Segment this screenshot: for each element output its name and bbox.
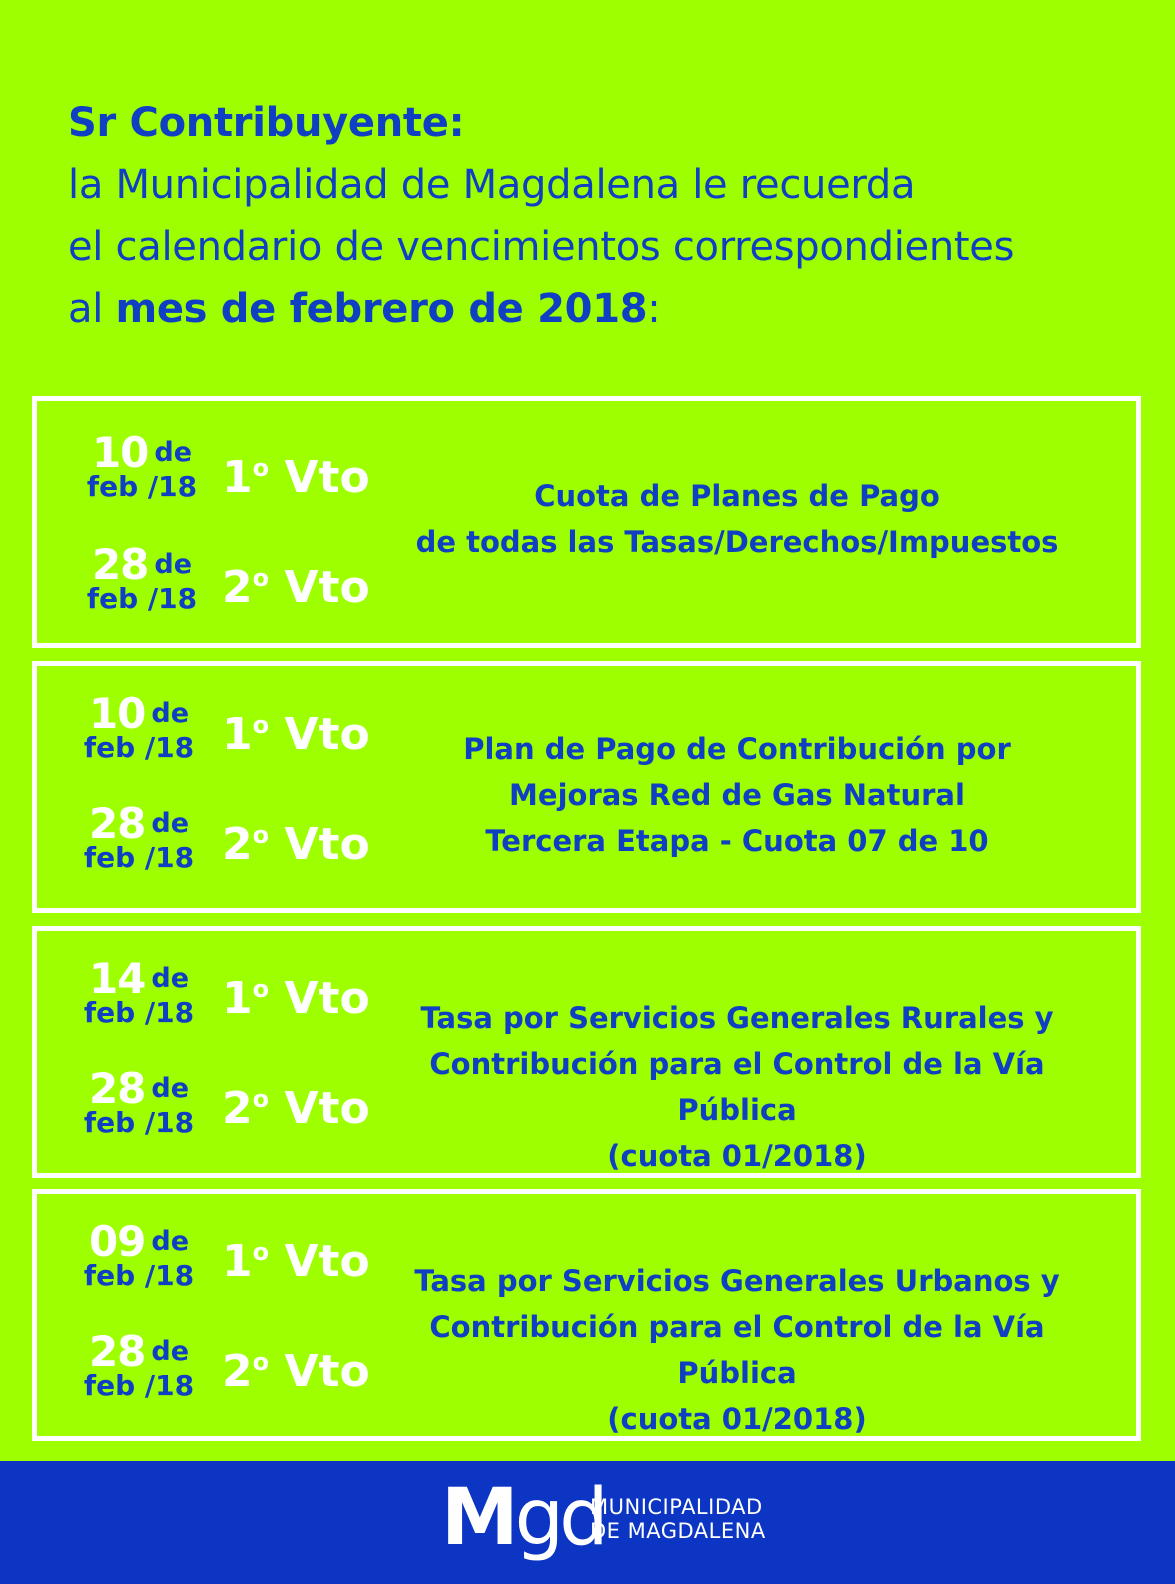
first-due-date: 10 de feb /18 [64, 692, 214, 764]
second-due-date: 28 de feb /18 [64, 1330, 214, 1402]
due-month: feb /18 [83, 731, 195, 764]
municipality-name: MUNICIPALIDAD DE MAGDALENA [590, 1495, 766, 1543]
intro-text [68, 92, 1148, 340]
footer-bar [0, 1461, 1175, 1584]
due-month: feb /18 [86, 470, 198, 503]
first-due-label: 1$^o$ Vto [222, 709, 370, 760]
greeting: Sr Contribuyente: [68, 100, 465, 146]
schedule-description: Plan de Pago de Contribución por Mejoras Red de Gas Natural Tercera Etapa - Cuota 07 de 10 [463, 732, 1011, 858]
due-month: feb /18 [83, 1106, 195, 1139]
due-day: 10 [88, 689, 146, 738]
due-day: 28 [91, 540, 149, 589]
first-due-date: 14 de feb /18 [64, 957, 214, 1029]
intro-line-3: al mes de febrero de 2018: [68, 286, 661, 332]
due-month: feb /18 [83, 996, 195, 1029]
second-due-label: 2$^o$ Vto [222, 1346, 370, 1397]
first-due-date: 09 de feb /18 [64, 1220, 214, 1292]
due-month: feb /18 [83, 1259, 195, 1292]
second-due-date: 28 de feb /18 [64, 1067, 214, 1139]
due-month: feb /18 [86, 582, 198, 615]
due-day: 28 [88, 1327, 146, 1376]
due-day: 28 [88, 799, 146, 848]
schedule-description: Tasa por Servicios Generales Urbanos y Contribución para el Control de la Vía Pública (cuota 01/2018) [414, 1264, 1060, 1436]
second-due-date: 28 de feb /18 [64, 802, 214, 874]
second-due-date: 28 de feb /18 [67, 543, 217, 615]
due-day: 10 [91, 428, 149, 477]
schedule-box [32, 926, 1141, 1178]
first-due-label: 1$^o$ Vto [222, 1236, 370, 1287]
first-due-label: 1$^o$ Vto [222, 973, 370, 1024]
due-day: 14 [88, 954, 146, 1003]
intro-line-2: el calendario de vencimientos correspondientes [68, 224, 1015, 270]
due-day: 28 [88, 1064, 146, 1113]
second-due-label: 2$^o$ Vto [222, 819, 370, 870]
second-due-label: 2$^o$ Vto [222, 562, 370, 613]
intro-line-1: la Municipalidad de Magdalena le recuerda [68, 162, 916, 208]
first-due-label: 1$^o$ Vto [222, 452, 370, 503]
due-month: feb /18 [83, 841, 195, 874]
due-month: feb /18 [83, 1369, 195, 1402]
schedule-box [32, 661, 1141, 913]
schedule-box [32, 1189, 1141, 1441]
schedule-description: Cuota de Planes de Pago de todas las Tasas/Derechos/Impuestos [415, 479, 1059, 559]
schedule-description: Tasa por Servicios Generales Rurales y Contribución para el Control de la Vía Pública (cuota 01/2018) [420, 1001, 1054, 1173]
due-day: 09 [88, 1217, 146, 1266]
municipality-logo: Mgd [441, 1473, 604, 1563]
first-due-date: 10 de feb /18 [67, 431, 217, 503]
schedule-box [32, 396, 1141, 648]
second-due-label: 2$^o$ Vto [222, 1083, 370, 1134]
month-highlight: mes de febrero de 2018 [115, 286, 648, 332]
